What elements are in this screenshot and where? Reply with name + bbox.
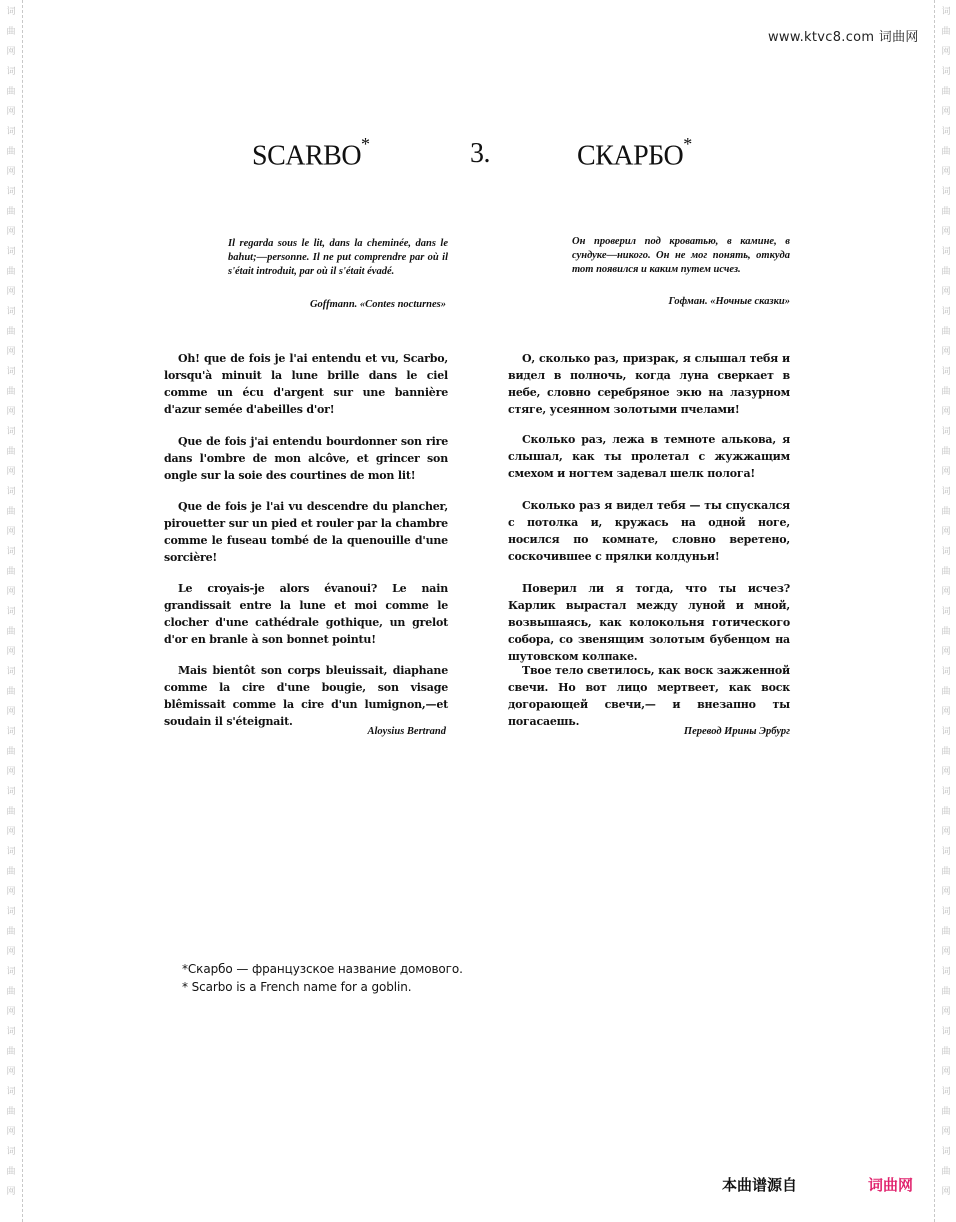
watermark-char: 词 [941, 367, 951, 377]
watermark-char: 词 [941, 727, 951, 737]
watermark-char: 词 [941, 247, 951, 257]
watermark-char: 曲 [941, 87, 951, 97]
title-french [252, 134, 370, 172]
epigraph-russian-source: Гофман. «Ночные сказки» [668, 296, 790, 307]
watermark-char: 词 [6, 547, 16, 557]
watermark-char: 网 [6, 647, 16, 657]
watermark-char: 词 [941, 487, 951, 497]
watermark-char: 曲 [941, 327, 951, 337]
watermark-char: 曲 [941, 627, 951, 637]
watermark-char: 曲 [941, 507, 951, 517]
watermark-group [938, 240, 954, 300]
french-paragraph: Mais bientôt son corps bleuissait, diaphane comme la cire d'une bougie, son visage blêmissait comme la cire d'un lumignon,—et soudain il s'éteignait. [164, 664, 448, 728]
watermark-char: 网 [6, 287, 16, 297]
right-watermark-column [938, 0, 954, 1222]
watermark-char: 词 [6, 667, 16, 677]
watermark-char: 曲 [941, 1167, 951, 1177]
french-signature: Aloysius Bertrand [367, 726, 446, 737]
watermark-char: 曲 [6, 207, 16, 217]
watermark-char: 曲 [941, 1047, 951, 1057]
russian-paragraph: Сколько раз я видел тебя — ты спускался с потолка и, кружась на одной ноге, носился по комнате, словно веретено, соскочившее с прялки колдуньи! [508, 499, 790, 563]
russian-paragraph: О, сколько раз, призрак, я слышал тебя и видел в полночь, когда луна сверкает в небе, словно серебряное экю на лазурном стяге, усеянном золотыми пчелами! [508, 352, 790, 416]
watermark-group [3, 840, 19, 900]
watermark-char: 网 [941, 647, 951, 657]
watermark-char: 曲 [941, 927, 951, 937]
watermark-char: 网 [941, 407, 951, 417]
watermark-char: 曲 [6, 147, 16, 157]
watermark-group [3, 240, 19, 300]
watermark-group [938, 960, 954, 1020]
watermark-group [938, 600, 954, 660]
watermark-char: 网 [941, 887, 951, 897]
title-russian [577, 134, 692, 172]
watermark-group [3, 780, 19, 840]
watermark-char: 词 [6, 127, 16, 137]
watermark-group [938, 480, 954, 540]
watermark-char: 网 [941, 1127, 951, 1137]
watermark-char: 网 [941, 1007, 951, 1017]
watermark-char: 词 [6, 247, 16, 257]
footer-source-label: 本曲谱源自 [722, 1176, 798, 1194]
watermark-group [3, 1020, 19, 1080]
title-french-text: SCARBO [252, 140, 362, 172]
watermark-char: 词 [6, 787, 16, 797]
french-paragraph: Que de fois j'ai entendu bourdonner son rire dans l'ombre de mon alcôve, et grincer son ongle sur la soie des courtines de mon lit! [164, 435, 448, 482]
watermark-char: 曲 [6, 27, 16, 37]
piece-number: 3. [470, 138, 490, 169]
watermark-group [938, 780, 954, 840]
french-paragraph: Oh! que de fois je l'ai entendu et vu, Scarbo, lorsqu'à minuit la lune brille dans le ciel comme un écu d'argent sur une bannière d'azur semée d'abeilles d'or! [164, 352, 448, 416]
watermark-char: 词 [6, 847, 16, 857]
watermark-char: 词 [941, 907, 951, 917]
watermark-char: 词 [6, 487, 16, 497]
watermark-char: 网 [941, 467, 951, 477]
watermark-char: 曲 [6, 747, 16, 757]
watermark-group [3, 660, 19, 720]
watermark-group [3, 720, 19, 780]
watermark-group [938, 360, 954, 420]
watermark-group [938, 720, 954, 780]
watermark-char: 曲 [6, 867, 16, 877]
watermark-char: 曲 [6, 627, 16, 637]
watermark-char: 网 [941, 527, 951, 537]
epigraph-french: Il regarda sous le lit, dans la cheminée, dans le bahut;—personne. Il ne put comprendre par où il s'était introduit, par où il s'était évadé. [228, 238, 448, 277]
title-french-footnote-mark: * [361, 134, 370, 154]
watermark-group [3, 60, 19, 120]
watermark-group [3, 0, 19, 60]
watermark-char: 曲 [6, 807, 16, 817]
watermark-char: 网 [6, 167, 16, 177]
watermark-char: 曲 [6, 267, 16, 277]
watermark-char: 曲 [6, 987, 16, 997]
watermark-char: 网 [6, 1067, 16, 1077]
watermark-char: 曲 [941, 747, 951, 757]
watermark-char: 曲 [6, 327, 16, 337]
watermark-char: 曲 [6, 567, 16, 577]
russian-paragraph: Сколько раз, лежа в темноте алькова, я слышал, как ты пролетал с жужжащим смехом и ногтем задевал шелк полога! [508, 433, 790, 480]
watermark-char: 网 [941, 1187, 951, 1197]
left-watermark-column [3, 0, 19, 1222]
watermark-char: 词 [941, 787, 951, 797]
watermark-char: 网 [6, 827, 16, 837]
watermark-char: 曲 [941, 147, 951, 157]
title-russian-footnote-mark: * [683, 134, 692, 154]
watermark-char: 曲 [6, 687, 16, 697]
watermark-char: 词 [941, 1147, 951, 1157]
watermark-char: 词 [941, 547, 951, 557]
right-dashed-border [934, 0, 935, 1222]
watermark-char: 曲 [6, 927, 16, 937]
watermark-char: 词 [941, 967, 951, 977]
left-dashed-border [22, 0, 23, 1222]
watermark-group [3, 1080, 19, 1140]
watermark-group [3, 180, 19, 240]
watermark-char: 曲 [6, 1167, 16, 1177]
watermark-char: 曲 [6, 507, 16, 517]
watermark-char: 网 [6, 527, 16, 537]
watermark-group [3, 300, 19, 360]
watermark-char: 曲 [941, 207, 951, 217]
watermark-group [3, 1140, 19, 1200]
watermark-char: 网 [6, 1007, 16, 1017]
watermark-char: 词 [941, 607, 951, 617]
watermark-char: 曲 [6, 1107, 16, 1117]
watermark-group [3, 480, 19, 540]
watermark-group [3, 900, 19, 960]
watermark-char: 词 [941, 67, 951, 77]
watermark-char: 词 [941, 127, 951, 137]
watermark-char: 词 [6, 967, 16, 977]
watermark-char: 网 [941, 287, 951, 297]
watermark-char: 曲 [6, 87, 16, 97]
watermark-group [938, 180, 954, 240]
watermark-char: 网 [6, 227, 16, 237]
watermark-group [3, 360, 19, 420]
watermark-char: 网 [941, 107, 951, 117]
watermark-char: 曲 [941, 987, 951, 997]
watermark-char: 网 [6, 947, 16, 957]
watermark-char: 曲 [941, 387, 951, 397]
watermark-char: 词 [6, 427, 16, 437]
footnote-english: * Scarbo is a French name for a goblin. [182, 980, 412, 994]
watermark-char: 词 [6, 727, 16, 737]
watermark-char: 网 [941, 347, 951, 357]
watermark-char: 网 [6, 47, 16, 57]
russian-paragraph: Твое тело светилось, как воск зажженной свечи. Но вот лицо мертвеет, как воск догорающей свечи,— и внезапно ты погасаешь. [508, 664, 790, 728]
watermark-char: 词 [941, 667, 951, 677]
title-russian-text: СКАРБО [577, 140, 684, 172]
footnote-russian: *Скарбо — французское название домового. [182, 962, 463, 976]
watermark-char: 网 [6, 707, 16, 717]
watermark-char: 词 [941, 847, 951, 857]
watermark-char: 网 [941, 167, 951, 177]
watermark-char: 网 [6, 587, 16, 597]
watermark-group [938, 60, 954, 120]
watermark-char: 词 [6, 367, 16, 377]
watermark-char: 网 [941, 947, 951, 957]
watermark-char: 词 [941, 7, 951, 17]
watermark-char: 曲 [941, 447, 951, 457]
watermark-char: 网 [6, 1127, 16, 1137]
watermark-char: 曲 [941, 1107, 951, 1117]
french-paragraph: Que de fois je l'ai vu descendre du plancher, pirouetter sur un pied et rouler par la chambre comme le fuseau tombé de la quenouille d'une sorcière! [164, 500, 448, 564]
watermark-char: 曲 [6, 1047, 16, 1057]
watermark-char: 网 [941, 47, 951, 57]
watermark-char: 曲 [941, 687, 951, 697]
watermark-group [938, 0, 954, 60]
watermark-char: 网 [941, 767, 951, 777]
watermark-char: 词 [6, 67, 16, 77]
watermark-char: 曲 [941, 807, 951, 817]
watermark-char: 网 [941, 587, 951, 597]
watermark-char: 词 [6, 307, 16, 317]
watermark-char: 曲 [941, 867, 951, 877]
watermark-char: 网 [941, 1067, 951, 1077]
watermark-char: 网 [6, 407, 16, 417]
watermark-char: 曲 [941, 27, 951, 37]
watermark-group [3, 960, 19, 1020]
watermark-char: 词 [941, 1027, 951, 1037]
watermark-group [3, 540, 19, 600]
watermark-char: 网 [6, 347, 16, 357]
watermark-char: 网 [941, 227, 951, 237]
watermark-char: 曲 [6, 447, 16, 457]
watermark-group [938, 1020, 954, 1080]
watermark-char: 词 [6, 187, 16, 197]
epigraph-russian: Он проверил под кроватью, в камине, в сундуке—никого. Он не мог понять, откуда тот появился и каким путем исчез. [572, 236, 790, 275]
watermark-group [3, 120, 19, 180]
watermark-char: 词 [6, 7, 16, 17]
watermark-char: 词 [6, 1087, 16, 1097]
site-url[interactable]: www.ktvc8.com 词曲网 [768, 30, 919, 45]
watermark-char: 网 [6, 767, 16, 777]
watermark-group [938, 420, 954, 480]
watermark-group [938, 660, 954, 720]
watermark-group [938, 540, 954, 600]
watermark-group [938, 1140, 954, 1200]
watermark-group [938, 1080, 954, 1140]
russian-signature: Перевод Ирины Эрбург [683, 726, 790, 737]
watermark-char: 词 [6, 1147, 16, 1157]
watermark-char: 词 [6, 907, 16, 917]
watermark-group [3, 600, 19, 660]
watermark-char: 词 [941, 427, 951, 437]
watermark-group [938, 840, 954, 900]
watermark-char: 词 [941, 307, 951, 317]
watermark-char: 网 [6, 1187, 16, 1197]
footer-brand-link[interactable]: 词曲网 [868, 1176, 914, 1194]
watermark-group [938, 120, 954, 180]
watermark-char: 词 [6, 607, 16, 617]
watermark-char: 网 [6, 467, 16, 477]
watermark-char: 网 [941, 707, 951, 717]
watermark-char: 网 [941, 827, 951, 837]
watermark-char: 曲 [941, 567, 951, 577]
watermark-char: 网 [6, 107, 16, 117]
watermark-char: 词 [941, 187, 951, 197]
watermark-group [938, 900, 954, 960]
french-paragraph: Le croyais-je alors évanoui? Le nain grandissait entre la lune et moi comme le clocher d'une cathédrale gothique, un grelot d'or en branle à son bonnet pointu! [164, 582, 448, 646]
watermark-char: 词 [941, 1087, 951, 1097]
watermark-char: 词 [6, 1027, 16, 1037]
epigraph-french-source: Goffmann. «Contes nocturnes» [309, 299, 446, 310]
watermark-group [3, 420, 19, 480]
watermark-char: 曲 [6, 387, 16, 397]
watermark-char: 网 [6, 887, 16, 897]
watermark-char: 曲 [941, 267, 951, 277]
russian-paragraph: Поверил ли я тогда, что ты исчез? Карлик вырастал между луной и мной, возвышаясь, как колокольня готического собора, со звенящим золотым бубенцом на шутовском колпаке. [508, 582, 790, 663]
watermark-group [938, 300, 954, 360]
